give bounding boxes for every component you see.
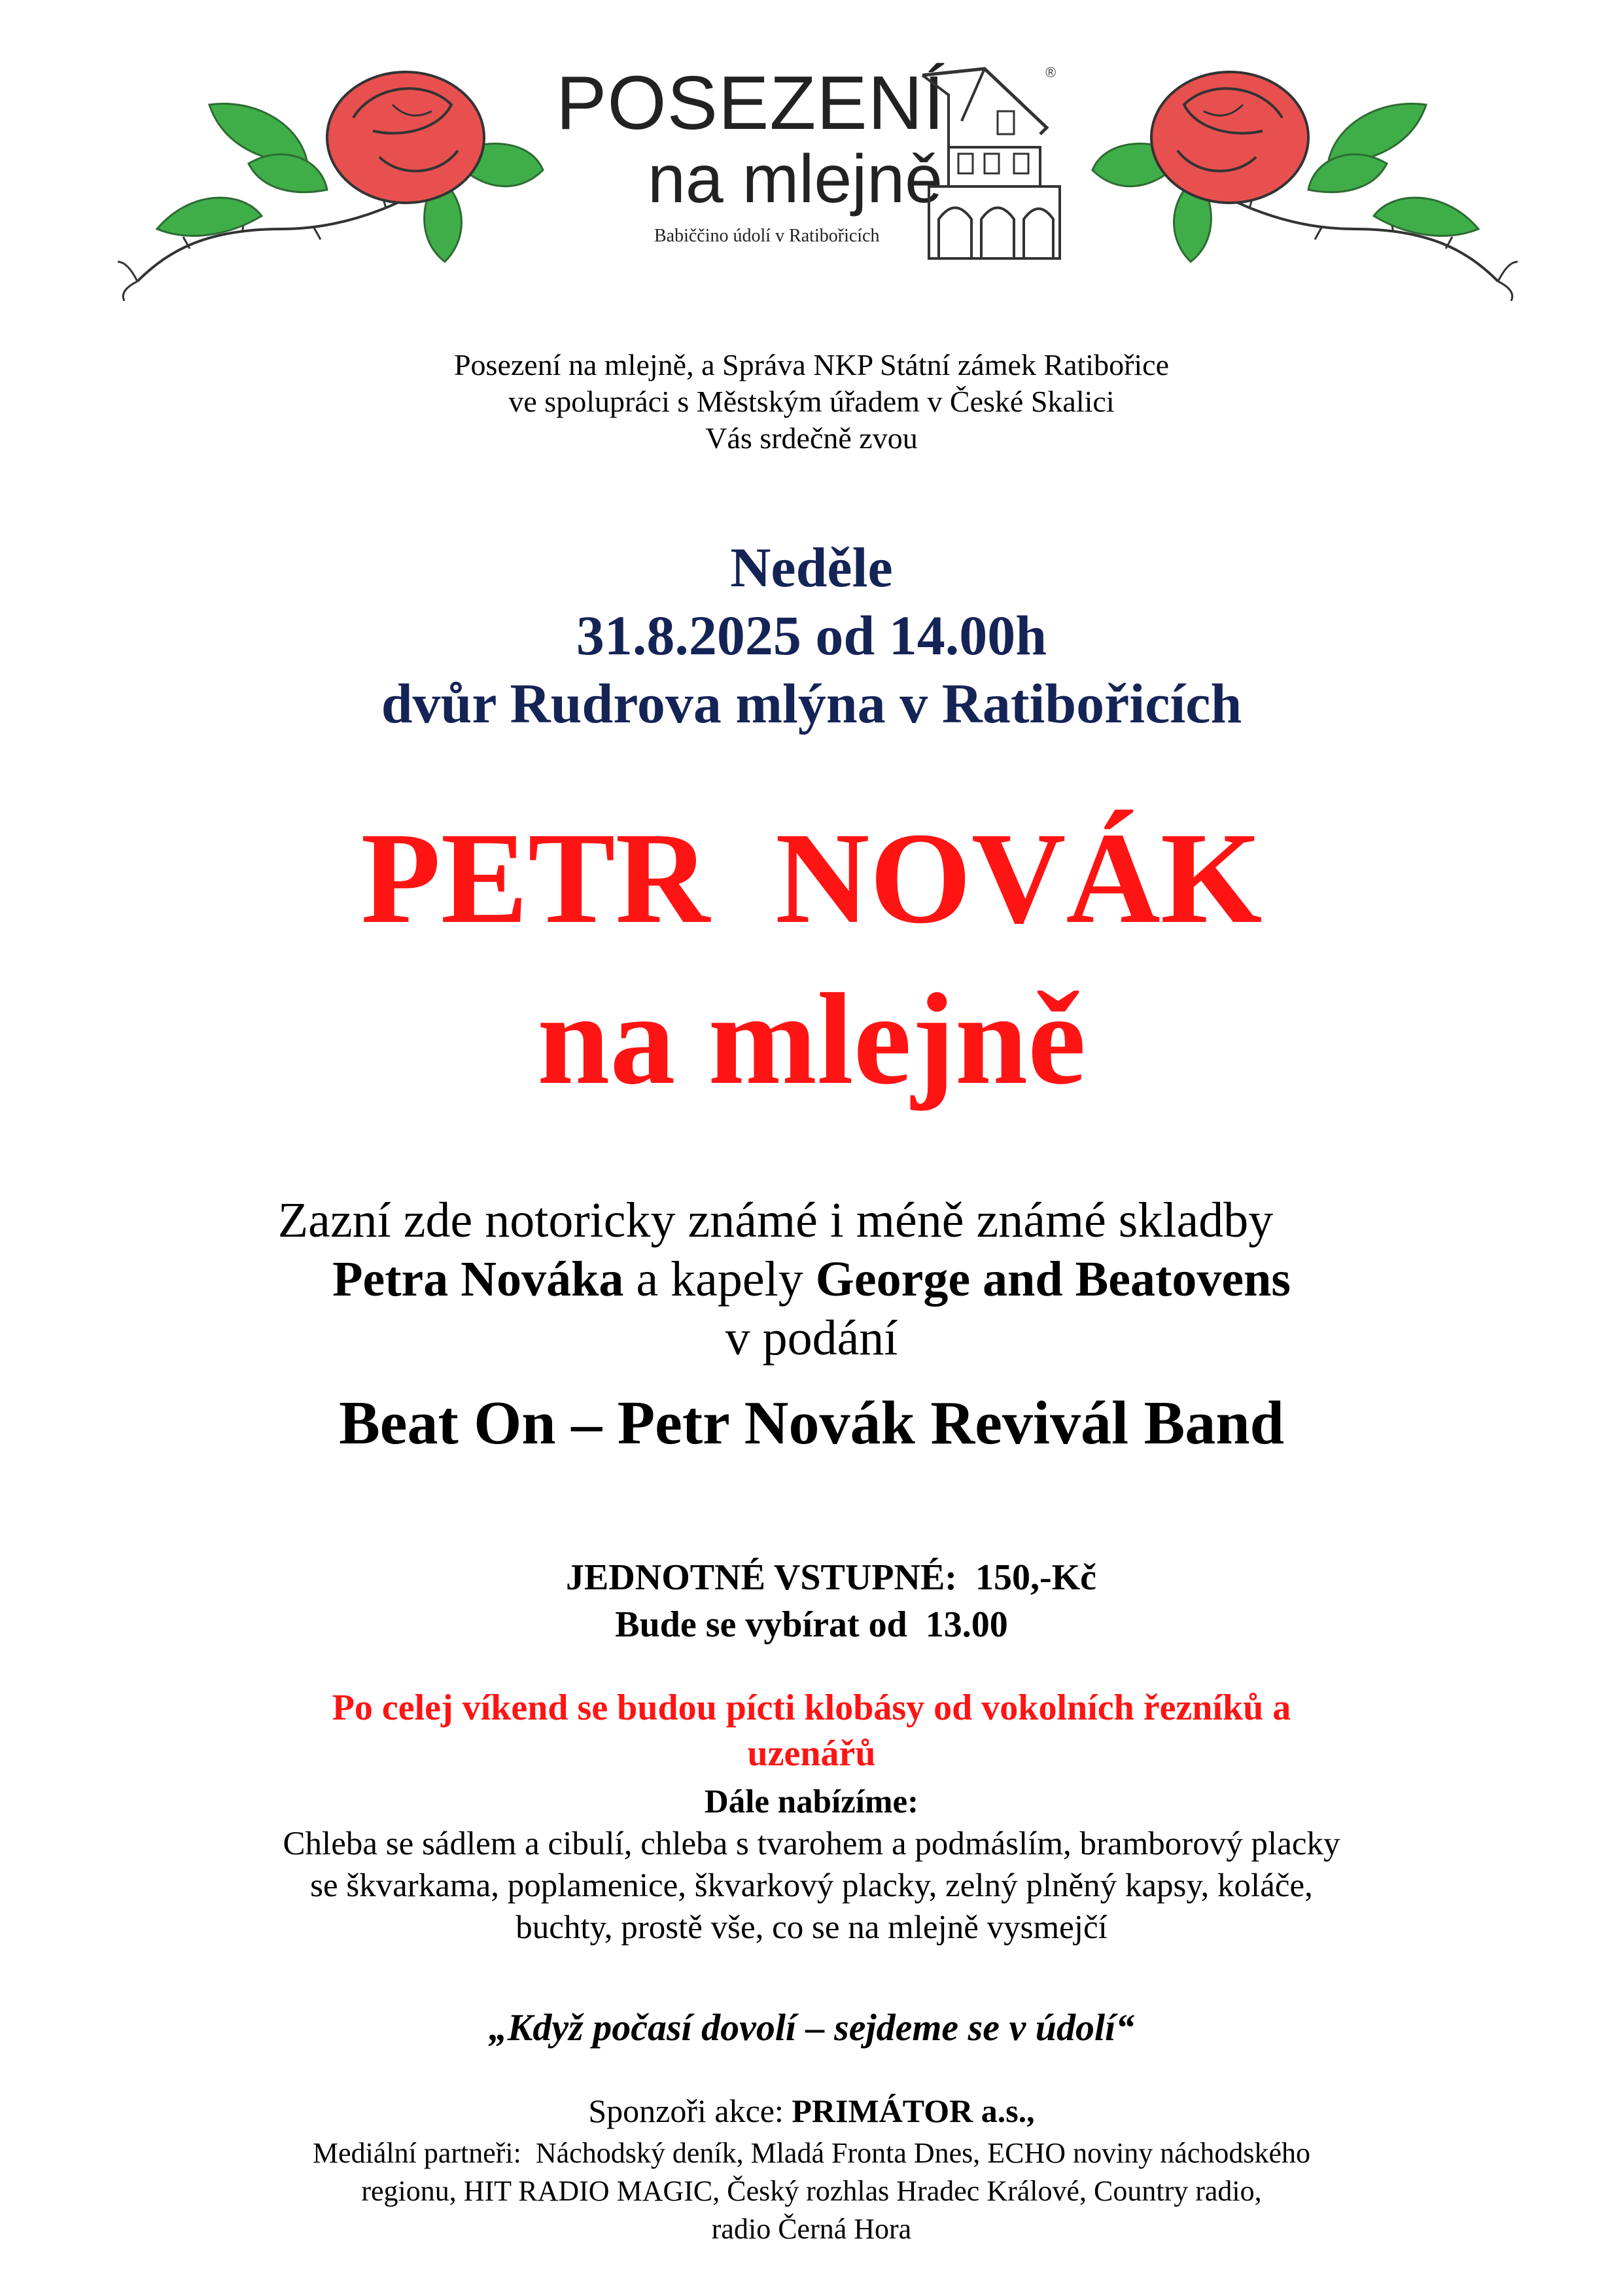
registered-mark: ® [1045, 64, 1056, 80]
description-line-2 [0, 1250, 1623, 1309]
intro-block [0, 347, 1623, 457]
intro-line-2: ve spolupráci s Městským úřadem v České Skalici [508, 385, 1115, 418]
food-note-line-2: uzenářů [747, 1733, 876, 1774]
logo-tagline: Babiččino údolí v Ratibořicích [654, 226, 880, 246]
rose-branch-right-icon [1073, 65, 1524, 301]
rose-branch-left-icon [111, 65, 563, 301]
intro-line-1: Posezení na mlejně, a Správa NKP Státní zámek Ratibořice [453, 348, 1170, 381]
event-day: Neděle [730, 536, 893, 599]
event-place: dvůr Rudrova mlýna v Ratibořicích [381, 672, 1242, 735]
artist-name: Petra Nováka [332, 1252, 624, 1307]
offer-heading: Dále nabízíme: [704, 1784, 919, 1820]
food-offer [0, 1781, 1623, 1949]
mill-house-icon [909, 49, 1073, 265]
intro-line-3: Vás srdečně zvou [705, 421, 918, 455]
food-note [0, 1685, 1623, 1776]
event-datetime: 31.8.2025 od 14.00h [576, 604, 1047, 667]
headline-line-2: na mlejně [537, 967, 1086, 1112]
band-name: George and Beatovens [815, 1252, 1291, 1307]
sponsors [0, 2091, 1623, 2131]
food-note-line-1: Po celej víkend se budou pícti klobásy od vokolních řezníků a [332, 1687, 1291, 1728]
description-line-3: v podání [725, 1311, 898, 1366]
ticket-price: JEDNOTNÉ VSTUPNÉ: 150,-Kč [565, 1557, 1096, 1598]
performer-band: Beat On – Petr Novák Revivál Band [339, 1389, 1284, 1457]
offer-line-3: buchty, prostě vše, co se na mlejně vysmejčí [515, 1909, 1108, 1946]
media-line-3: radio Černá Hora [711, 2213, 912, 2245]
description-line-1: Zazní zde notoricky známé i méně známé skladby [277, 1193, 1274, 1248]
logo-title: POSEZENÍ [556, 60, 945, 145]
ticket-collection: Bude se vybírat od 13.00 [615, 1604, 1008, 1645]
media-partners [0, 2134, 1623, 2248]
logo-subtitle: na mlejně [648, 141, 943, 217]
media-line-1: Mediální partneři: Náchodský deník, Mladá Fronta Dnes, ECHO noviny náchodského [312, 2137, 1311, 2169]
media-line-2: regionu, HIT RADIO MAGIC, Český rozhlas Hradec Králové, Country radio, [361, 2175, 1262, 2207]
headline-line-1: PETR NOVÁK [360, 806, 1263, 951]
offer-line-2: se škvarkama, poplamenice, škvarkový placky, zelný plněný kapsy, koláče, [310, 1867, 1313, 1904]
quote: „Když počasí dovolí – sejdeme se v údolí“ [488, 2006, 1135, 2049]
sponsors-label: Sponzoři akce: [588, 2093, 792, 2129]
description-connector: a kapely [623, 1252, 816, 1307]
headline [0, 798, 1623, 1120]
offer-line-1: Chleba se sádlem a cibulí, chleba s tvarohem a podmáslím, bramborový placky [283, 1826, 1340, 1862]
event-info [0, 533, 1623, 737]
tickets [0, 1554, 1623, 1648]
sponsor-name: PRIMÁTOR a.s., [792, 2093, 1035, 2129]
description [0, 1191, 1623, 1368]
